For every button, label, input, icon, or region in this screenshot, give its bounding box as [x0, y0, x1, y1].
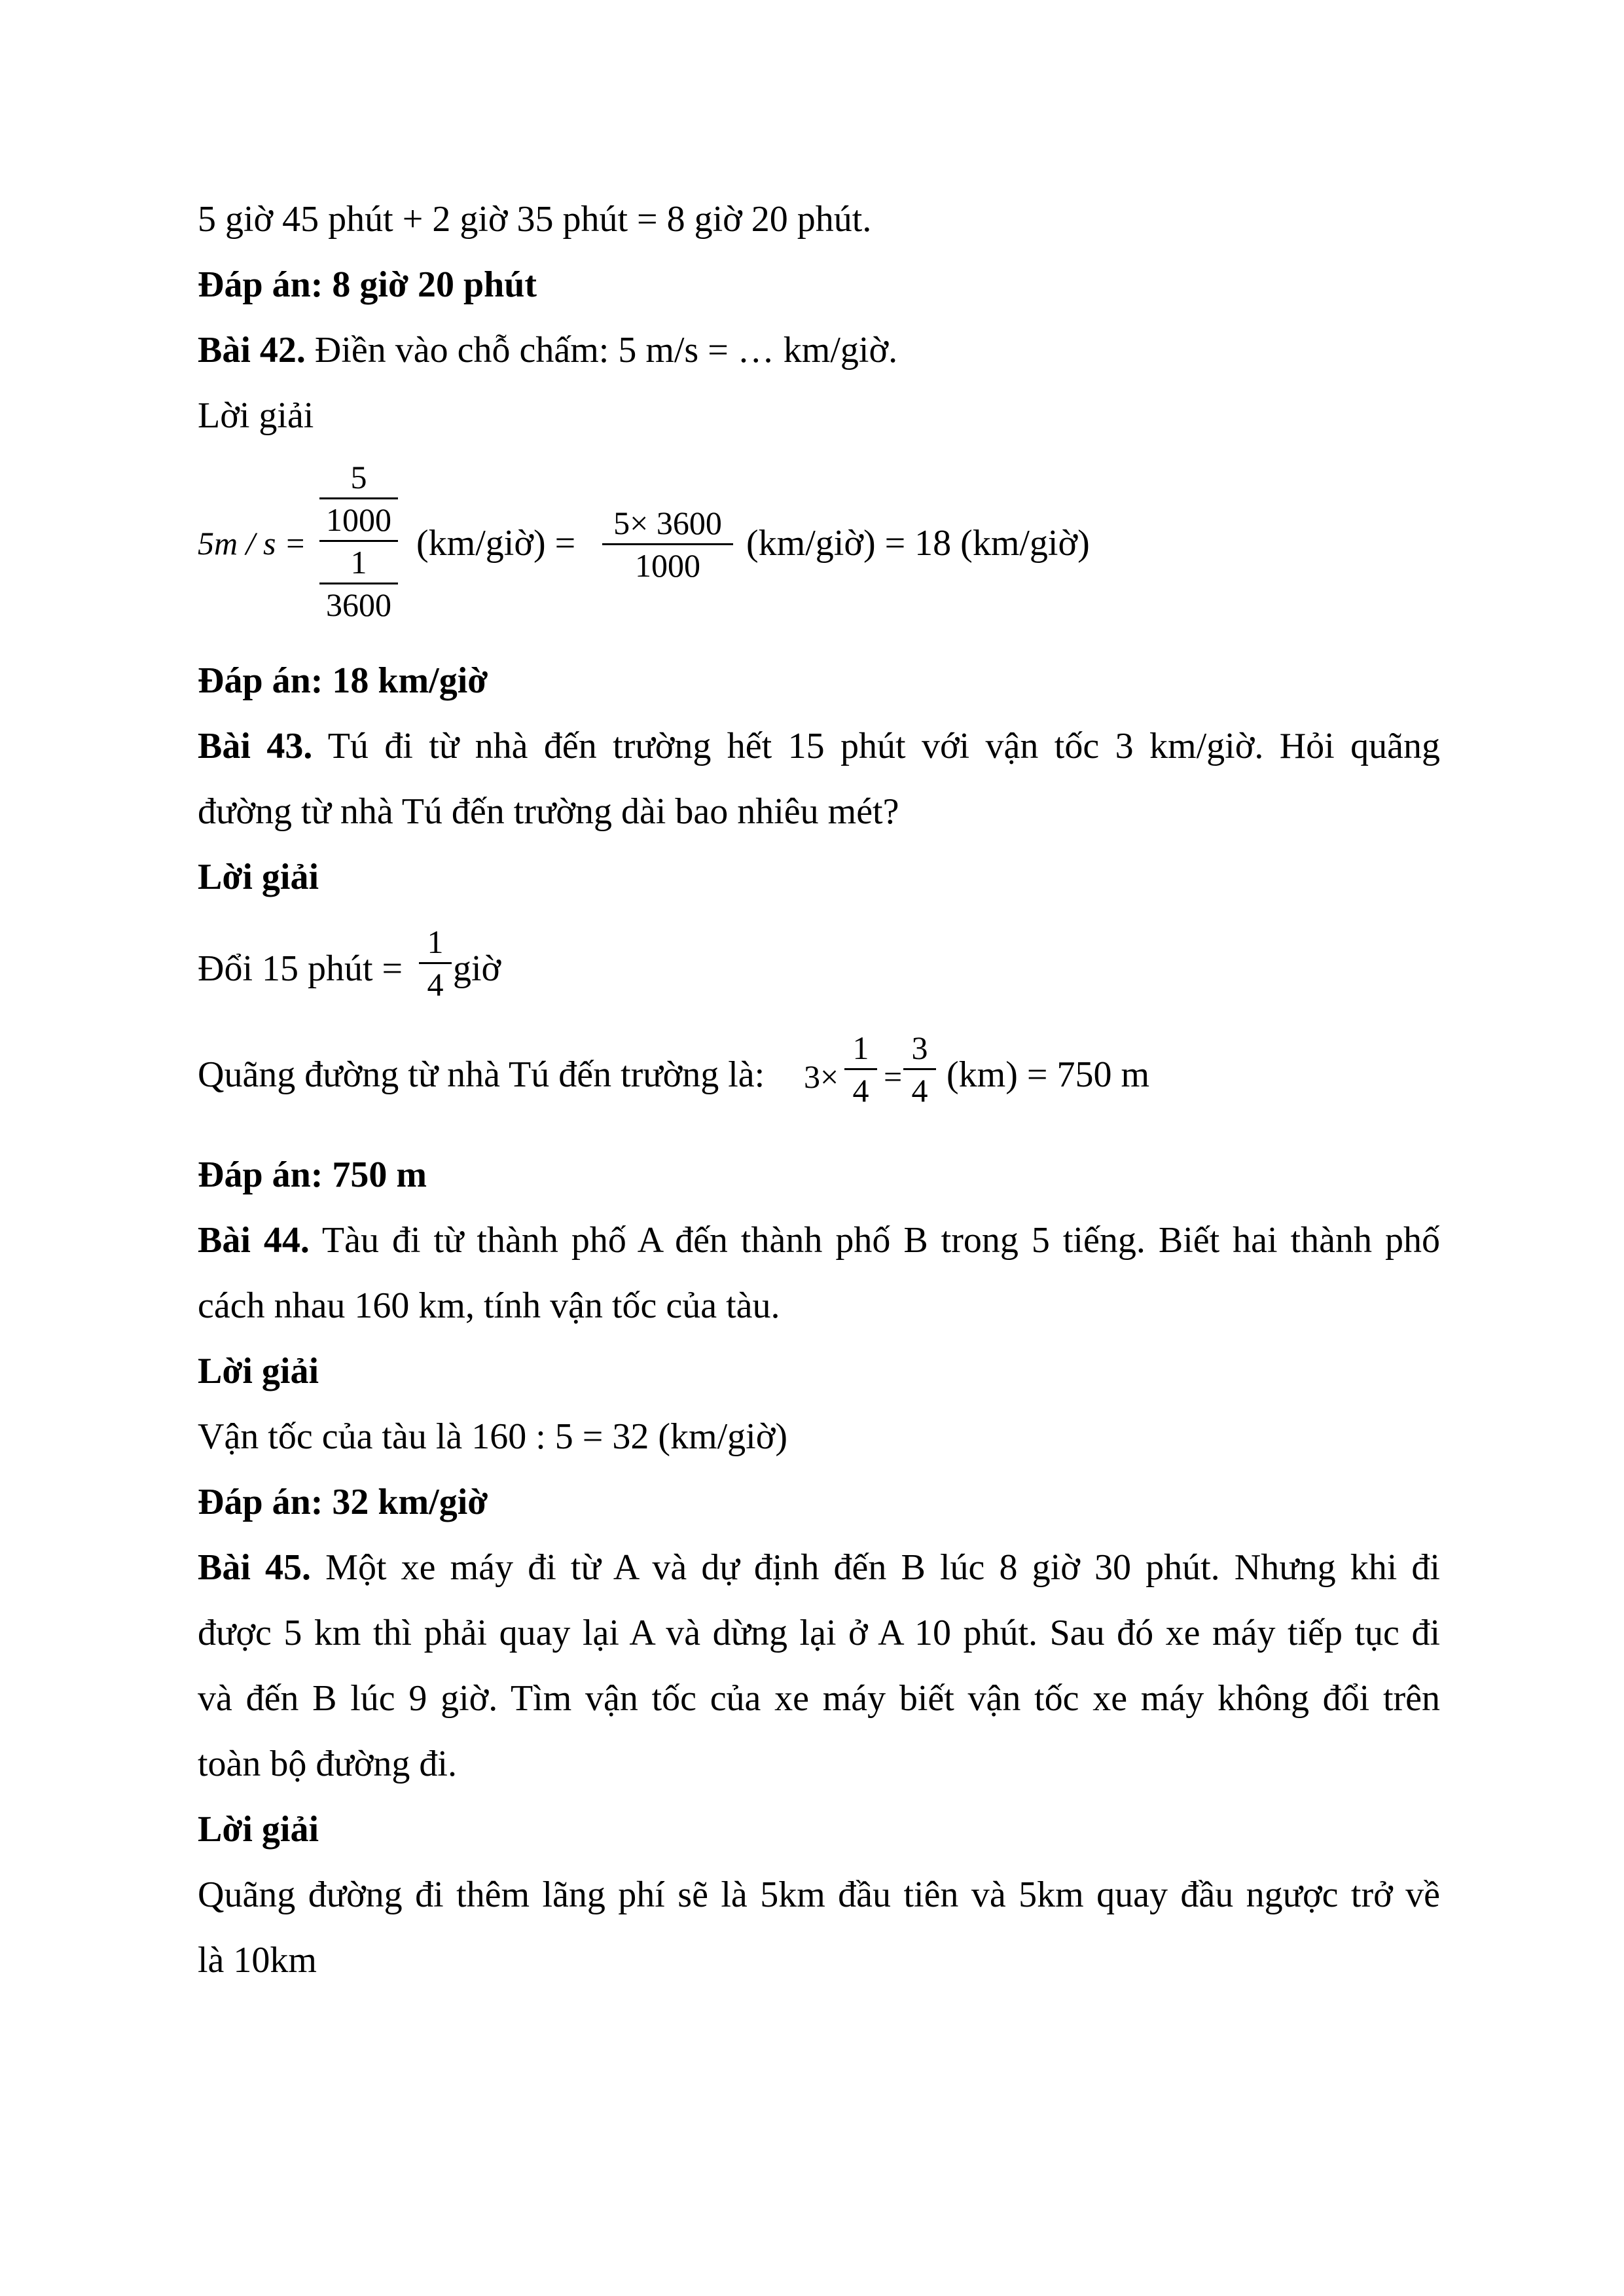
problem-number: Bài 43. [198, 726, 313, 766]
conversion-text: Đổi 15 phút = [198, 948, 403, 989]
fraction-bar [319, 583, 398, 584]
answer-line: Đáp án: 32 km/giờ [198, 1482, 488, 1522]
fraction-one-quarter [844, 1029, 877, 1109]
fraction-numerator-numerator: 5 [350, 459, 367, 495]
conversion-unit: giờ [453, 948, 501, 989]
answer-line: Đáp án: 8 giờ 20 phút [198, 264, 537, 305]
problem-number: Bài 44. [198, 1220, 310, 1261]
text-line: đường từ nhà Tú đến trường dài bao nhiêu mét? [198, 791, 899, 832]
problem-text: Tàu đi từ thành phố A đến thành phố B trong 5 tiếng. Biết hai thành phố [309, 1220, 1440, 1261]
problem-text: Điền vào chỗ chấm: 5 m/s = … km/giờ. [305, 330, 898, 370]
fraction-numerator: 5× 3600 [613, 505, 722, 541]
answer-line: Đáp án: 18 km/giờ [198, 660, 488, 701]
text-line: được 5 km thì phải quay lại A và dừng lại ở A 10 phút. Sau đó xe máy tiếp tục đi [198, 1613, 1440, 1653]
answer-line: Đáp án: 750 m [198, 1155, 427, 1195]
fraction-one-quarter [419, 923, 452, 1003]
conversion-line [198, 946, 403, 992]
fraction-numerator-denominator: 1000 [326, 501, 391, 538]
distance-line: Quãng đường từ nhà Tú đến trường là: [198, 1054, 765, 1095]
text-line: Vận tốc của tàu là 160 : 5 = 32 (km/giờ) [198, 1416, 787, 1457]
equation-result: (km/giờ) = 18 (km/giờ) [746, 523, 1090, 564]
text-line: 5 giờ 45 phút + 2 giờ 35 phút = 8 giờ 20 phút. [198, 199, 872, 240]
problem-text: Tú đi từ nhà đến trường hết 15 phút với vận tốc 3 km/giờ. Hỏi quãng [312, 726, 1440, 766]
fraction-denominator: 4 [852, 1072, 869, 1109]
text-line: Quãng đường đi thêm lãng phí sẽ là 5km đầu tiên và 5km quay đầu ngược trở về [198, 1874, 1440, 1915]
fraction-bar [844, 1068, 877, 1070]
problem-43-heading [198, 723, 1440, 769]
fraction-denominator-numerator: 1 [350, 544, 367, 581]
solution-label: Lời giải [198, 857, 319, 897]
simple-fraction [602, 504, 733, 584]
fraction-main-bar [319, 540, 398, 542]
equation-unit: (km/giờ) = [416, 523, 576, 564]
problem-number: Bài 42. [198, 330, 306, 370]
text-line: toàn bộ đường đi. [198, 1744, 457, 1784]
fraction-bar [419, 962, 452, 964]
text-line: cách nhau 160 km, tính vận tốc của tàu. [198, 1285, 780, 1326]
fraction-bar [319, 497, 398, 499]
text-line: và đến B lúc 9 giờ. Tìm vận tốc của xe máy biết vận tốc xe máy không đổi trên [198, 1678, 1440, 1719]
fraction-denominator: 1000 [635, 547, 700, 584]
equals-sign: = [884, 1058, 903, 1095]
solution-label: Lời giải [198, 1809, 319, 1850]
fraction-denominator-denominator: 3600 [326, 586, 391, 623]
problem-45-heading [198, 1545, 1440, 1590]
fraction-denominator: 4 [427, 966, 444, 1003]
fraction-numerator: 1 [427, 924, 444, 960]
fraction-bar [903, 1068, 936, 1070]
problem-number: Bài 45. [198, 1547, 312, 1588]
fraction-three-quarters [903, 1029, 936, 1109]
problem-44-heading [198, 1217, 1440, 1263]
fraction-bar [602, 543, 733, 545]
fraction-denominator: 4 [911, 1072, 928, 1109]
complex-fraction [319, 458, 398, 624]
text-line: là 10km [198, 1940, 317, 1981]
problem-text: Một xe máy đi từ A và dự định đến B lúc 8 giờ 30 phút. Nhưng khi đi [311, 1547, 1440, 1588]
fraction-numerator: 1 [852, 1030, 869, 1066]
multiplier: 3× [804, 1058, 839, 1095]
problem-42-heading [198, 327, 1441, 373]
solution-label: Lời giải [198, 1351, 319, 1391]
distance-result: (km) = 750 m [947, 1054, 1149, 1095]
solution-label: Lời giải [198, 395, 314, 436]
fraction-numerator: 3 [911, 1030, 928, 1066]
equation-lhs: 5m / s = [198, 525, 306, 562]
